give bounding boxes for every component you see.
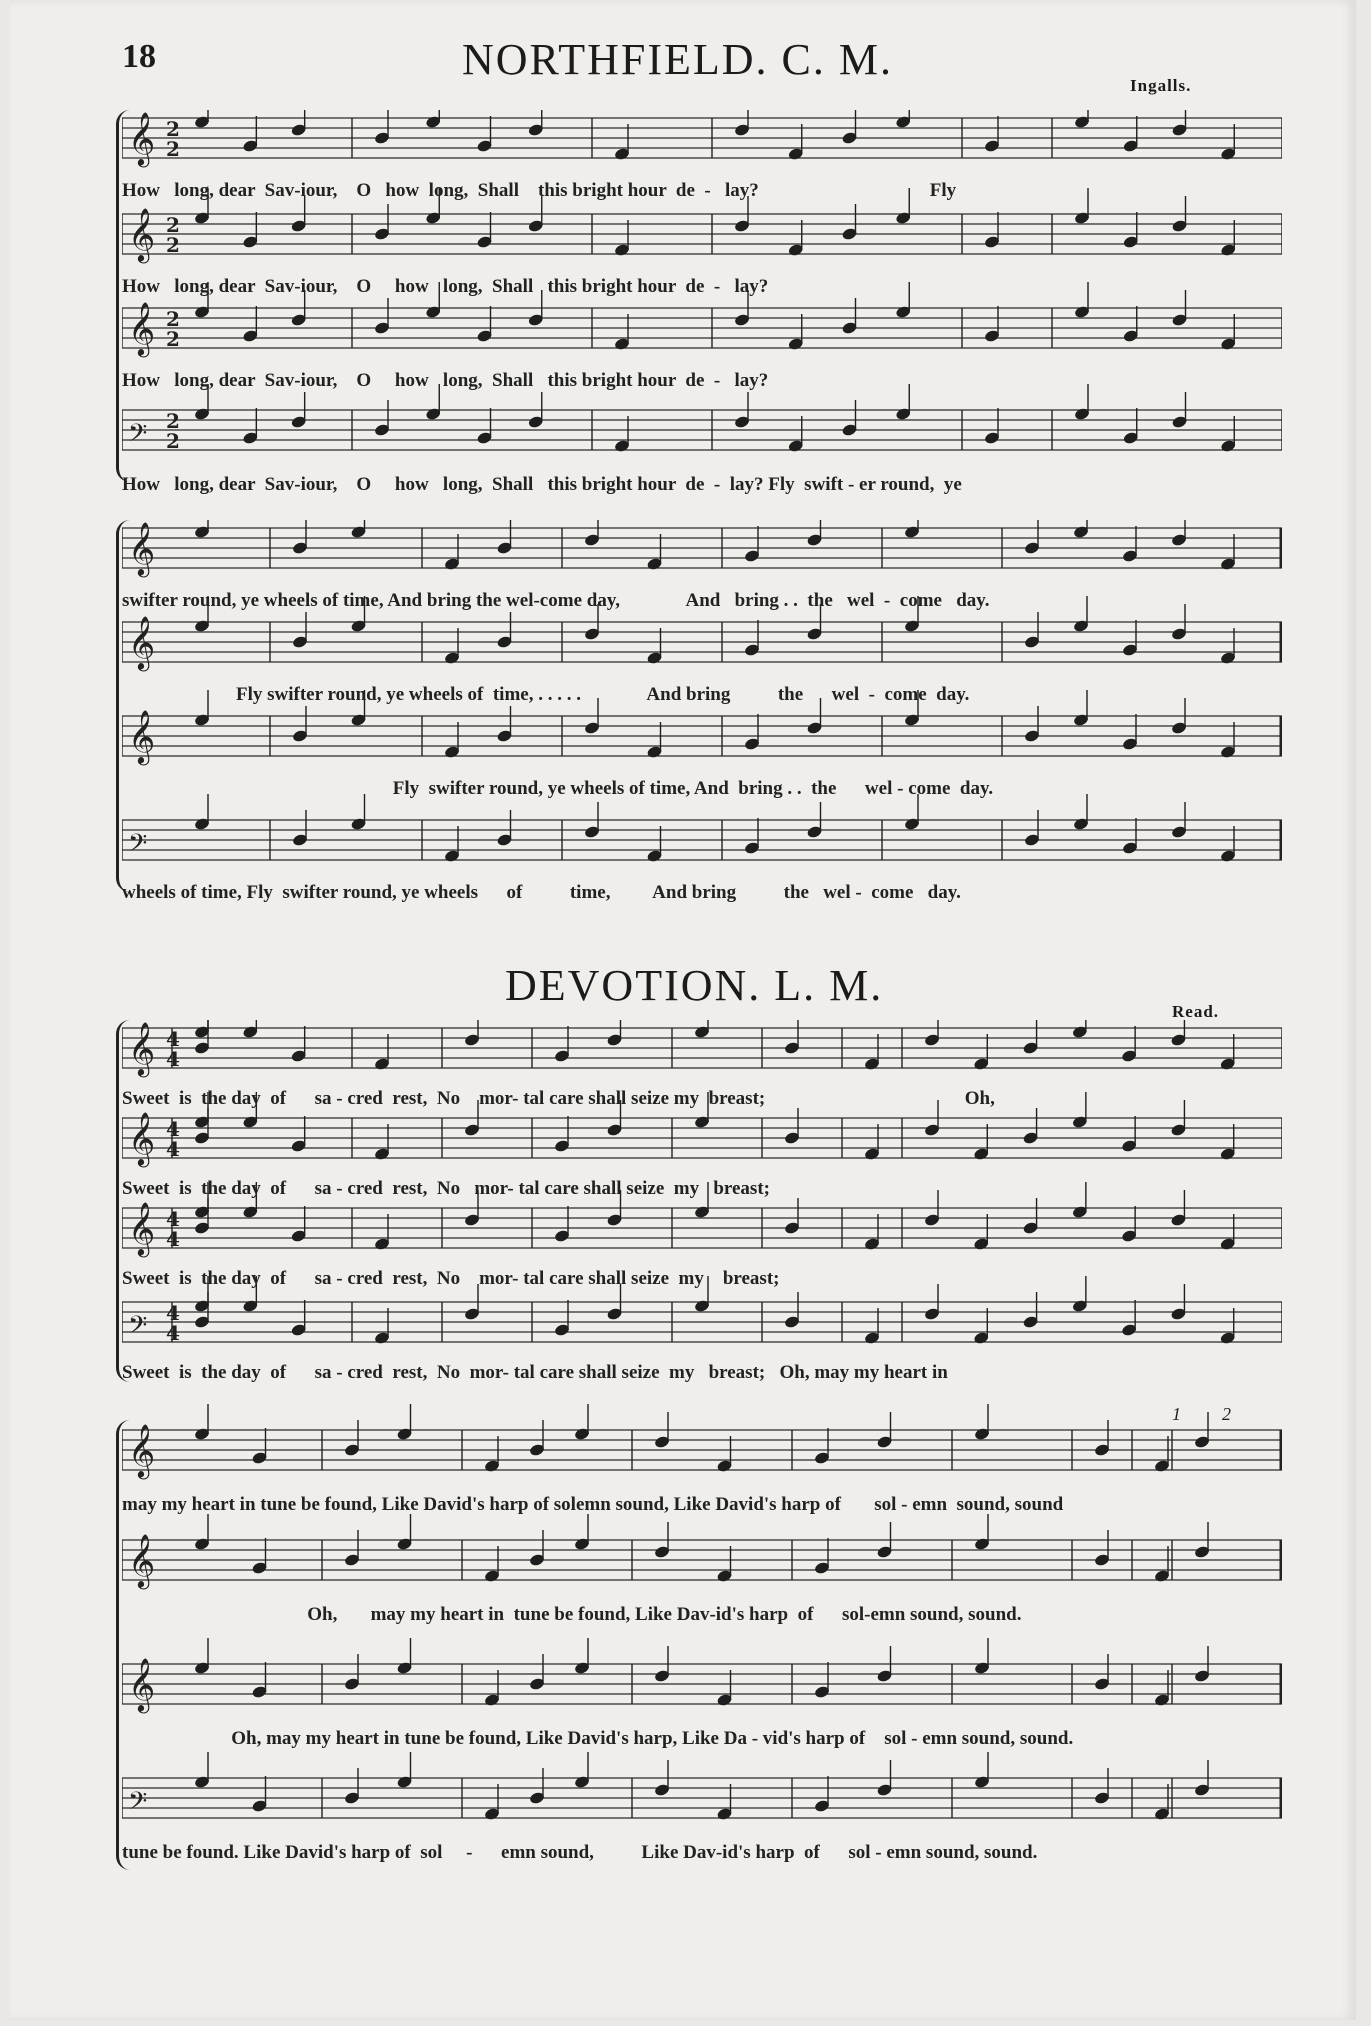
staff <box>122 794 1282 864</box>
lyric-line-tenor: Sweet is the day of sa - cred rest, No mor- tal care shall seize my breast; <box>122 1268 780 1289</box>
svg-text:𝄢: 𝄢 <box>128 419 148 454</box>
svg-text:2: 2 <box>166 429 180 453</box>
svg-text:𝄞: 𝄞 <box>128 615 156 669</box>
svg-text:𝄞: 𝄞 <box>128 1021 156 1075</box>
staff <box>122 1638 1282 1713</box>
volta-label: 2 <box>1222 1404 1231 1424</box>
hymnal-page <box>10 0 1356 2020</box>
staff <box>122 1020 1282 1077</box>
staff <box>122 1752 1282 1822</box>
svg-text:𝄞: 𝄞 <box>128 1657 156 1711</box>
svg-text:𝄢: 𝄢 <box>128 1311 148 1346</box>
svg-text:𝄞: 𝄞 <box>128 521 156 575</box>
lyric-line-tenor: How long, dear Sav-iour, O how long, Shall this bright hour de - lay? <box>122 370 769 391</box>
svg-text:𝄞: 𝄞 <box>128 111 156 165</box>
staff <box>122 1404 1282 1479</box>
lyric-line-alto: How long, dear Sav-iour, O how long, Shall this bright hour de - lay? <box>122 276 769 297</box>
svg-text:4: 4 <box>166 1227 180 1251</box>
svg-text:4: 4 <box>166 1321 180 1345</box>
svg-text:2: 2 <box>166 213 180 237</box>
staff-group <box>122 520 1282 910</box>
svg-text:𝄢: 𝄢 <box>128 829 148 864</box>
lyric-line-bass: Sweet is the day of sa - cred rest, No mor- tal care shall seize my breast; Oh, may my heart in <box>122 1362 948 1383</box>
lyric-line-bass: tune be found. Like David's harp of sol - emn sound, Like Dav-id's harp of sol - emn sound, sound. <box>122 1842 1038 1863</box>
svg-text:𝄞: 𝄞 <box>128 1423 156 1477</box>
svg-text:4: 4 <box>166 1207 180 1231</box>
svg-text:2: 2 <box>166 233 180 257</box>
svg-text:2: 2 <box>166 409 180 433</box>
staff-group <box>122 1020 1282 1400</box>
svg-text:2: 2 <box>166 137 180 161</box>
music-system <box>122 1400 1282 1880</box>
lyric-line-tenor: Oh, may my heart in tune be found, Like David's harp, Like Da - vid's harp of sol - emn sound, sound. <box>122 1728 1074 1749</box>
page-number: 18 <box>122 38 156 75</box>
svg-text:𝄞: 𝄞 <box>128 1201 156 1255</box>
staff <box>122 110 1282 167</box>
lyric-line-alto: Fly swifter round, ye wheels of time, . . . . . And bring the wel - come day. <box>122 684 970 705</box>
music-system <box>122 1020 1282 1400</box>
svg-text:4: 4 <box>166 1047 180 1071</box>
lyric-line-treble: swifter round, ye wheels of time, And bring the wel-come day, And bring . . the wel - come day. <box>122 590 990 611</box>
music-system <box>122 520 1282 910</box>
svg-text:4: 4 <box>166 1301 180 1325</box>
lyric-line-treble: may my heart in tune be found, Like David's harp of solemn sound, Like David's harp of sol - emn sound, sound <box>122 1494 1064 1515</box>
lyric-line-bass: wheels of time, Fly swifter round, ye wheels of time, And bring the wel - come day. <box>122 882 961 903</box>
lyric-line-tenor: Fly swifter round, ye wheels of time, And bring . . the wel - come day. <box>122 778 994 799</box>
svg-text:𝄞: 𝄞 <box>128 1111 156 1165</box>
svg-text:𝄞: 𝄞 <box>128 709 156 763</box>
music-system <box>122 110 1282 500</box>
svg-text:4: 4 <box>166 1137 180 1161</box>
lyric-line-alto: Oh, may my heart in tune be found, Like Dav-id's harp of sol-emn sound, sound. <box>122 1604 1022 1625</box>
lyric-line-alto: Sweet is the day of sa - cred rest, No mor- tal care shall seize my breast; <box>122 1178 770 1199</box>
staff <box>122 1514 1282 1589</box>
lyric-line-bass: How long, dear Sav-iour, O how long, Shall this bright hour de - lay? Fly swift - er round, ye <box>122 474 962 495</box>
staff <box>122 384 1282 454</box>
svg-text:4: 4 <box>166 1027 180 1051</box>
staff <box>122 520 1282 577</box>
song-title-northfield: NORTHFIELD. C. M. <box>462 35 894 84</box>
svg-text:4: 4 <box>166 1117 180 1141</box>
composer-ingalls: Ingalls. <box>1130 76 1192 95</box>
svg-text:2: 2 <box>166 327 180 351</box>
staff-group <box>122 110 1282 500</box>
svg-text:𝄞: 𝄞 <box>128 1533 156 1587</box>
svg-text:𝄢: 𝄢 <box>128 1787 148 1822</box>
svg-text:𝄞: 𝄞 <box>128 207 156 261</box>
staff-group <box>122 1400 1282 1880</box>
song-title-devotion: DEVOTION. L. M. <box>505 961 884 1010</box>
lyric-line-treble: How long, dear Sav-iour, O how long, Shall this bright hour de - lay? Fly <box>122 180 957 201</box>
lyric-line-treble: Sweet is the day of sa - cred rest, No mor- tal care shall seize my breast; Oh, <box>122 1088 995 1109</box>
svg-text:2: 2 <box>166 117 180 141</box>
volta-label: 1 <box>1172 1404 1181 1424</box>
composer-read: Read. <box>1172 1002 1220 1021</box>
svg-text:𝄞: 𝄞 <box>128 301 156 355</box>
svg-text:2: 2 <box>166 307 180 331</box>
